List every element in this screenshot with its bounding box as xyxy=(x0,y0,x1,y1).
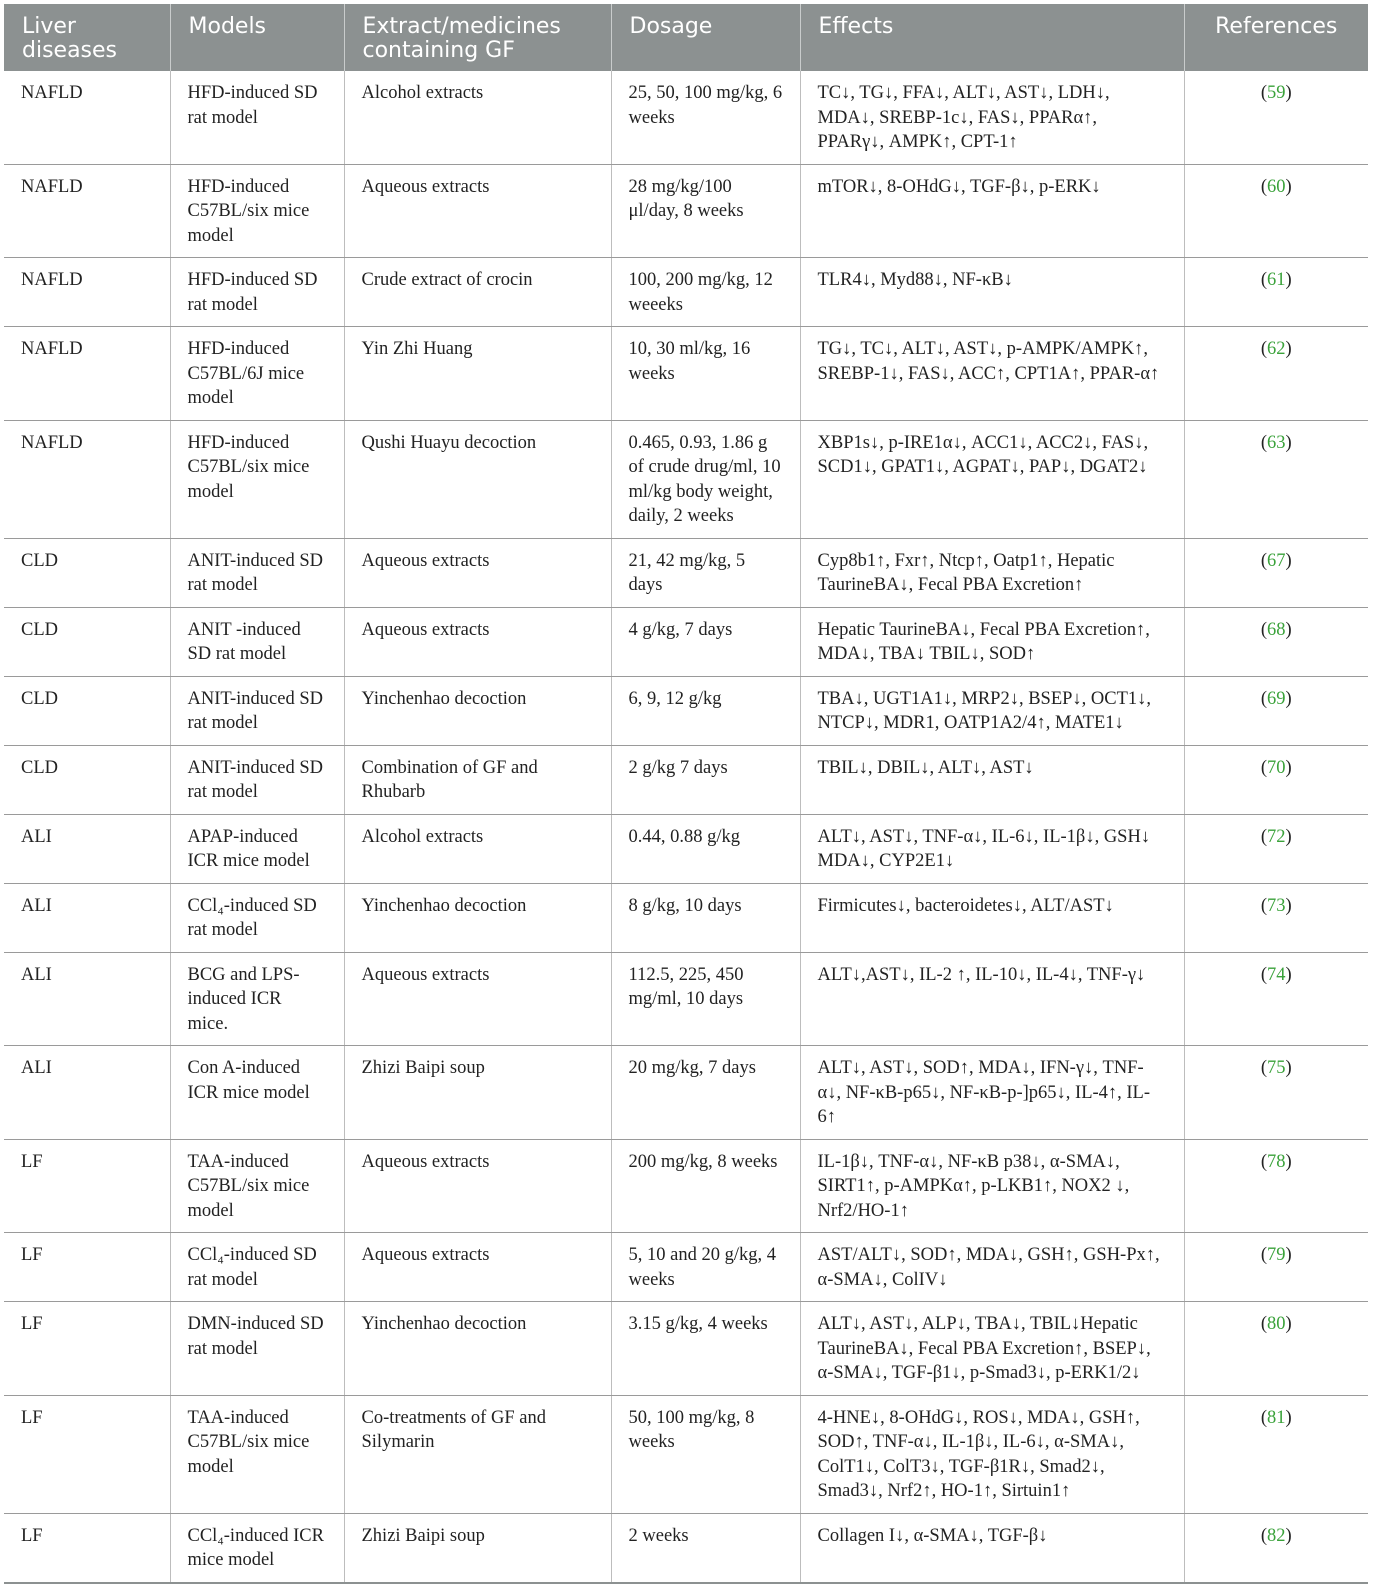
reference-cell: (79) xyxy=(1184,1233,1368,1302)
header-effects: Effects xyxy=(800,4,1184,71)
reference-cell: (75) xyxy=(1184,1046,1368,1140)
dosage-cell: 4 g/kg, 7 days xyxy=(611,607,800,676)
reference-cell: (74) xyxy=(1184,952,1368,1046)
reference-cell: (67) xyxy=(1184,538,1368,607)
effects-cell: AST/ALT↓, SOD↑, MDA↓, GSH↑, GSH-Px↑, α-SMA↓, ColIV↓ xyxy=(800,1233,1184,1302)
model-cell: ANIT-induced SD rat model xyxy=(170,676,344,745)
effects-cell: ALT↓, AST↓, ALP↓, TBA↓, TBIL↓Hepatic TaurineBA↓, Fecal PBA Excretion↑, BSEP↓, α-SMA↓, TGF-β1↓, p-Smad3↓, p-ERK1/2↓ xyxy=(800,1302,1184,1396)
reference-cell: (61) xyxy=(1184,258,1368,327)
effects-cell: ALT↓, AST↓, TNF-α↓, IL-6↓, IL-1β↓, GSH↓ MDA↓, CYP2E1↓ xyxy=(800,814,1184,883)
disease-cell: ALI xyxy=(4,952,170,1046)
dosage-cell: 3.15 g/kg, 4 weeks xyxy=(611,1302,800,1396)
extract-cell: Aqueous extracts xyxy=(344,1233,611,1302)
reference-cell: (62) xyxy=(1184,327,1368,421)
model-cell: APAP-induced ICR mice model xyxy=(170,814,344,883)
table-row xyxy=(4,164,1368,258)
reference-cell: (73) xyxy=(1184,883,1368,952)
extract-cell: Yin Zhi Huang xyxy=(344,327,611,421)
reference-link[interactable]: 78 xyxy=(1267,1151,1286,1172)
model-cell: HFD-induced SD rat model xyxy=(170,71,344,164)
table-header xyxy=(4,4,1368,71)
dosage-cell: 0.44, 0.88 g/kg xyxy=(611,814,800,883)
disease-cell: ALI xyxy=(4,814,170,883)
dosage-cell: 6, 9, 12 g/kg xyxy=(611,676,800,745)
disease-cell: CLD xyxy=(4,745,170,814)
effects-cell: TBA↓, UGT1A1↓, MRP2↓, BSEP↓, OCT1↓, NTCP↓, MDR1, OATP1A2/4↑, MATE1↓ xyxy=(800,676,1184,745)
table-row xyxy=(4,1395,1368,1513)
effects-cell: IL-1β↓, TNF-α↓, NF-κB p38↓, α-SMA↓, SIRT1↑, p-AMPKα↑, p-LKB1↑, NOX2 ↓, Nrf2/HO-1↑ xyxy=(800,1139,1184,1233)
extract-cell: Zhizi Baipi soup xyxy=(344,1046,611,1140)
reference-cell: (80) xyxy=(1184,1302,1368,1396)
extract-cell: Aqueous extracts xyxy=(344,952,611,1046)
model-cell: HFD-induced SD rat model xyxy=(170,258,344,327)
table-row xyxy=(4,1046,1368,1140)
table-row xyxy=(4,71,1368,164)
extract-cell: Alcohol extracts xyxy=(344,71,611,164)
extract-cell: Yinchenhao decoction xyxy=(344,676,611,745)
model-cell: HFD-induced C57BL/six mice model xyxy=(170,164,344,258)
effects-cell: 4-HNE↓, 8-OHdG↓, ROS↓, MDA↓, GSH↑, SOD↑, TNF-α↓, IL-1β↓, IL-6↓, α-SMA↓, ColT1↓, ColT3↓, TGF-β1R↓, Smad2↓, Smad3↓, Nrf2↑, HO-1↑, Sirtuin1↑ xyxy=(800,1395,1184,1513)
disease-cell: ALI xyxy=(4,1046,170,1140)
header-models: Models xyxy=(170,4,344,71)
reference-link[interactable]: 62 xyxy=(1267,339,1286,359)
reference-cell: (81) xyxy=(1184,1395,1368,1513)
liver-disease-table xyxy=(4,4,1368,1584)
extract-cell: Alcohol extracts xyxy=(344,814,611,883)
effects-cell: ALT↓, AST↓, SOD↑, MDA↓, IFN-γ↓, TNF-α↓, NF-κB-p65↓, NF-κB-p-]p65↓, IL-4↑, IL-6↑ xyxy=(800,1046,1184,1140)
model-cell: BCG and LPS-induced ICR mice. xyxy=(170,952,344,1046)
model-cell: ANIT -induced SD rat model xyxy=(170,607,344,676)
reference-link[interactable]: 67 xyxy=(1267,550,1286,571)
table-row xyxy=(4,1513,1368,1583)
model-cell: CCl₄-induced SD rat model xyxy=(170,883,344,952)
extract-cell: Zhizi Baipi soup xyxy=(344,1513,611,1583)
extract-cell: Aqueous extracts xyxy=(344,538,611,607)
model-cell: Con A-induced ICR mice model xyxy=(170,1046,344,1140)
header-liver-diseases: Liver diseases xyxy=(4,4,170,71)
model-cell: TAA-induced C57BL/six mice model xyxy=(170,1395,344,1513)
table-body xyxy=(4,71,1368,1583)
reference-link[interactable]: 70 xyxy=(1267,757,1286,778)
header-extract: Extract/medicines containing GF xyxy=(344,4,611,71)
model-cell: ANIT-induced SD rat model xyxy=(170,538,344,607)
reference-link[interactable]: 74 xyxy=(1267,964,1286,985)
effects-cell: XBP1s↓, p-IRE1α↓, ACC1↓, ACC2↓, FAS↓, SCD1↓, GPAT1↓, AGPAT↓, PAP↓, DGAT2↓ xyxy=(800,420,1184,538)
model-cell: CCl₄-induced SD rat model xyxy=(170,1233,344,1302)
model-cell: DMN-induced SD rat model xyxy=(170,1302,344,1396)
disease-cell: NAFLD xyxy=(4,327,170,421)
extract-cell: Aqueous extracts xyxy=(344,607,611,676)
table-row xyxy=(4,1302,1368,1396)
reference-link[interactable]: 81 xyxy=(1267,1407,1286,1428)
table-row xyxy=(4,883,1368,952)
reference-cell: (68) xyxy=(1184,607,1368,676)
disease-cell: ALI xyxy=(4,883,170,952)
reference-cell: (70) xyxy=(1184,745,1368,814)
dosage-cell: 112.5, 225, 450 mg/ml, 10 days xyxy=(611,952,800,1046)
dosage-cell: 2 weeks xyxy=(611,1513,800,1583)
disease-cell: LF xyxy=(4,1302,170,1396)
reference-link[interactable]: 60 xyxy=(1267,176,1286,197)
dosage-cell: 20 mg/kg, 7 days xyxy=(611,1046,800,1140)
extract-cell: Aqueous extracts xyxy=(344,164,611,258)
reference-link[interactable]: 72 xyxy=(1267,826,1286,847)
disease-cell: LF xyxy=(4,1395,170,1513)
dosage-cell: 8 g/kg, 10 days xyxy=(611,883,800,952)
reference-link[interactable]: 73 xyxy=(1267,895,1286,916)
dosage-cell: 5, 10 and 20 g/kg, 4 weeks xyxy=(611,1233,800,1302)
model-cell: CCl₄-induced ICR mice model xyxy=(170,1513,344,1583)
effects-cell: TC↓, TG↓, FFA↓, ALT↓, AST↓, LDH↓, MDA↓, SREBP-1c↓, FAS↓, PPARα↑, PPARγ↓, AMPK↑, CPT-1↑ xyxy=(800,71,1184,164)
disease-cell: CLD xyxy=(4,676,170,745)
reference-link[interactable]: 69 xyxy=(1267,688,1286,709)
disease-cell: NAFLD xyxy=(4,420,170,538)
header-references: References xyxy=(1184,4,1368,71)
effects-cell: TG↓, TC↓, ALT↓, AST↓, p-AMPK/AMPK↑, SREBP-1↓, FAS↓, ACC↑, CPT1A↑, PPAR-α↑ xyxy=(800,327,1184,421)
dosage-cell: 28 mg/kg/100 μl/day, 8 weeks xyxy=(611,164,800,258)
dosage-cell: 200 mg/kg, 8 weeks xyxy=(611,1139,800,1233)
model-cell: TAA-induced C57BL/six mice model xyxy=(170,1139,344,1233)
extract-cell: Combination of GF and Rhubarb xyxy=(344,745,611,814)
header-row xyxy=(4,4,1368,71)
reference-link[interactable]: 79 xyxy=(1267,1245,1286,1265)
reference-cell: (59) xyxy=(1184,71,1368,164)
table-row xyxy=(4,1233,1368,1302)
table-row xyxy=(4,258,1368,327)
reference-link[interactable]: 59 xyxy=(1267,83,1286,103)
model-cell: HFD-induced C57BL/6J mice model xyxy=(170,327,344,421)
disease-cell: CLD xyxy=(4,607,170,676)
effects-cell: Hepatic TaurineBA↓, Fecal PBA Excretion↑, MDA↓, TBA↓ TBIL↓, SOD↑ xyxy=(800,607,1184,676)
dosage-cell: 10, 30 ml/kg, 16 weeks xyxy=(611,327,800,421)
dosage-cell: 25, 50, 100 mg/kg, 6 weeks xyxy=(611,71,800,164)
dosage-cell: 2 g/kg 7 days xyxy=(611,745,800,814)
effects-cell: Collagen I↓, α-SMA↓, TGF-β↓ xyxy=(800,1513,1184,1583)
table-row xyxy=(4,327,1368,421)
effects-cell: Cyp8b1↑, Fxr↑, Ntcp↑, Oatp1↑, Hepatic TaurineBA↓, Fecal PBA Excretion↑ xyxy=(800,538,1184,607)
disease-cell: NAFLD xyxy=(4,258,170,327)
effects-cell: ALT↓,AST↓, IL-2 ↑, IL-10↓, IL-4↓, TNF-γ↓ xyxy=(800,952,1184,1046)
dosage-cell: 0.465, 0.93, 1.86 g of crude drug/ml, 10 ml/kg body weight, daily, 2 weeks xyxy=(611,420,800,538)
model-cell: HFD-induced C57BL/six mice model xyxy=(170,420,344,538)
reference-link[interactable]: 68 xyxy=(1267,619,1286,640)
extract-cell: Crude extract of crocin xyxy=(344,258,611,327)
extract-cell: Yinchenhao decoction xyxy=(344,1302,611,1396)
dosage-cell: 50, 100 mg/kg, 8 weeks xyxy=(611,1395,800,1513)
effects-cell: mTOR↓, 8-OHdG↓, TGF-β↓, p-ERK↓ xyxy=(800,164,1184,258)
header-dosage: Dosage xyxy=(611,4,800,71)
model-cell: ANIT-induced SD rat model xyxy=(170,745,344,814)
reference-link[interactable]: 82 xyxy=(1267,1525,1286,1546)
reference-link[interactable]: 61 xyxy=(1267,270,1286,290)
reference-link[interactable]: 63 xyxy=(1267,432,1286,453)
extract-cell: Co-treatments of GF and Silymarin xyxy=(344,1395,611,1513)
reference-cell: (78) xyxy=(1184,1139,1368,1233)
extract-cell: Qushi Huayu decoction xyxy=(344,420,611,538)
disease-cell: NAFLD xyxy=(4,164,170,258)
table-row xyxy=(4,814,1368,883)
liver-disease-table-container xyxy=(4,4,1368,1584)
dosage-cell: 100, 200 mg/kg, 12 weeeks xyxy=(611,258,800,327)
dosage-cell: 21, 42 mg/kg, 5 days xyxy=(611,538,800,607)
table-row xyxy=(4,538,1368,607)
table-row xyxy=(4,1139,1368,1233)
reference-cell: (72) xyxy=(1184,814,1368,883)
reference-cell: (69) xyxy=(1184,676,1368,745)
disease-cell: CLD xyxy=(4,538,170,607)
table-row xyxy=(4,676,1368,745)
extract-cell: Yinchenhao decoction xyxy=(344,883,611,952)
reference-link[interactable]: 80 xyxy=(1267,1314,1286,1334)
reference-cell: (82) xyxy=(1184,1513,1368,1583)
effects-cell: TBIL↓, DBIL↓, ALT↓, AST↓ xyxy=(800,745,1184,814)
effects-cell: Firmicutes↓, bacteroidetes↓, ALT/AST↓ xyxy=(800,883,1184,952)
effects-cell: TLR4↓, Myd88↓, NF-κB↓ xyxy=(800,258,1184,327)
disease-cell: LF xyxy=(4,1139,170,1233)
disease-cell: LF xyxy=(4,1513,170,1583)
reference-cell: (63) xyxy=(1184,420,1368,538)
reference-link[interactable]: 75 xyxy=(1267,1058,1286,1078)
table-row xyxy=(4,420,1368,538)
disease-cell: LF xyxy=(4,1233,170,1302)
table-row xyxy=(4,607,1368,676)
table-row xyxy=(4,952,1368,1046)
extract-cell: Aqueous extracts xyxy=(344,1139,611,1233)
reference-cell: (60) xyxy=(1184,164,1368,258)
table-row xyxy=(4,745,1368,814)
disease-cell: NAFLD xyxy=(4,71,170,164)
